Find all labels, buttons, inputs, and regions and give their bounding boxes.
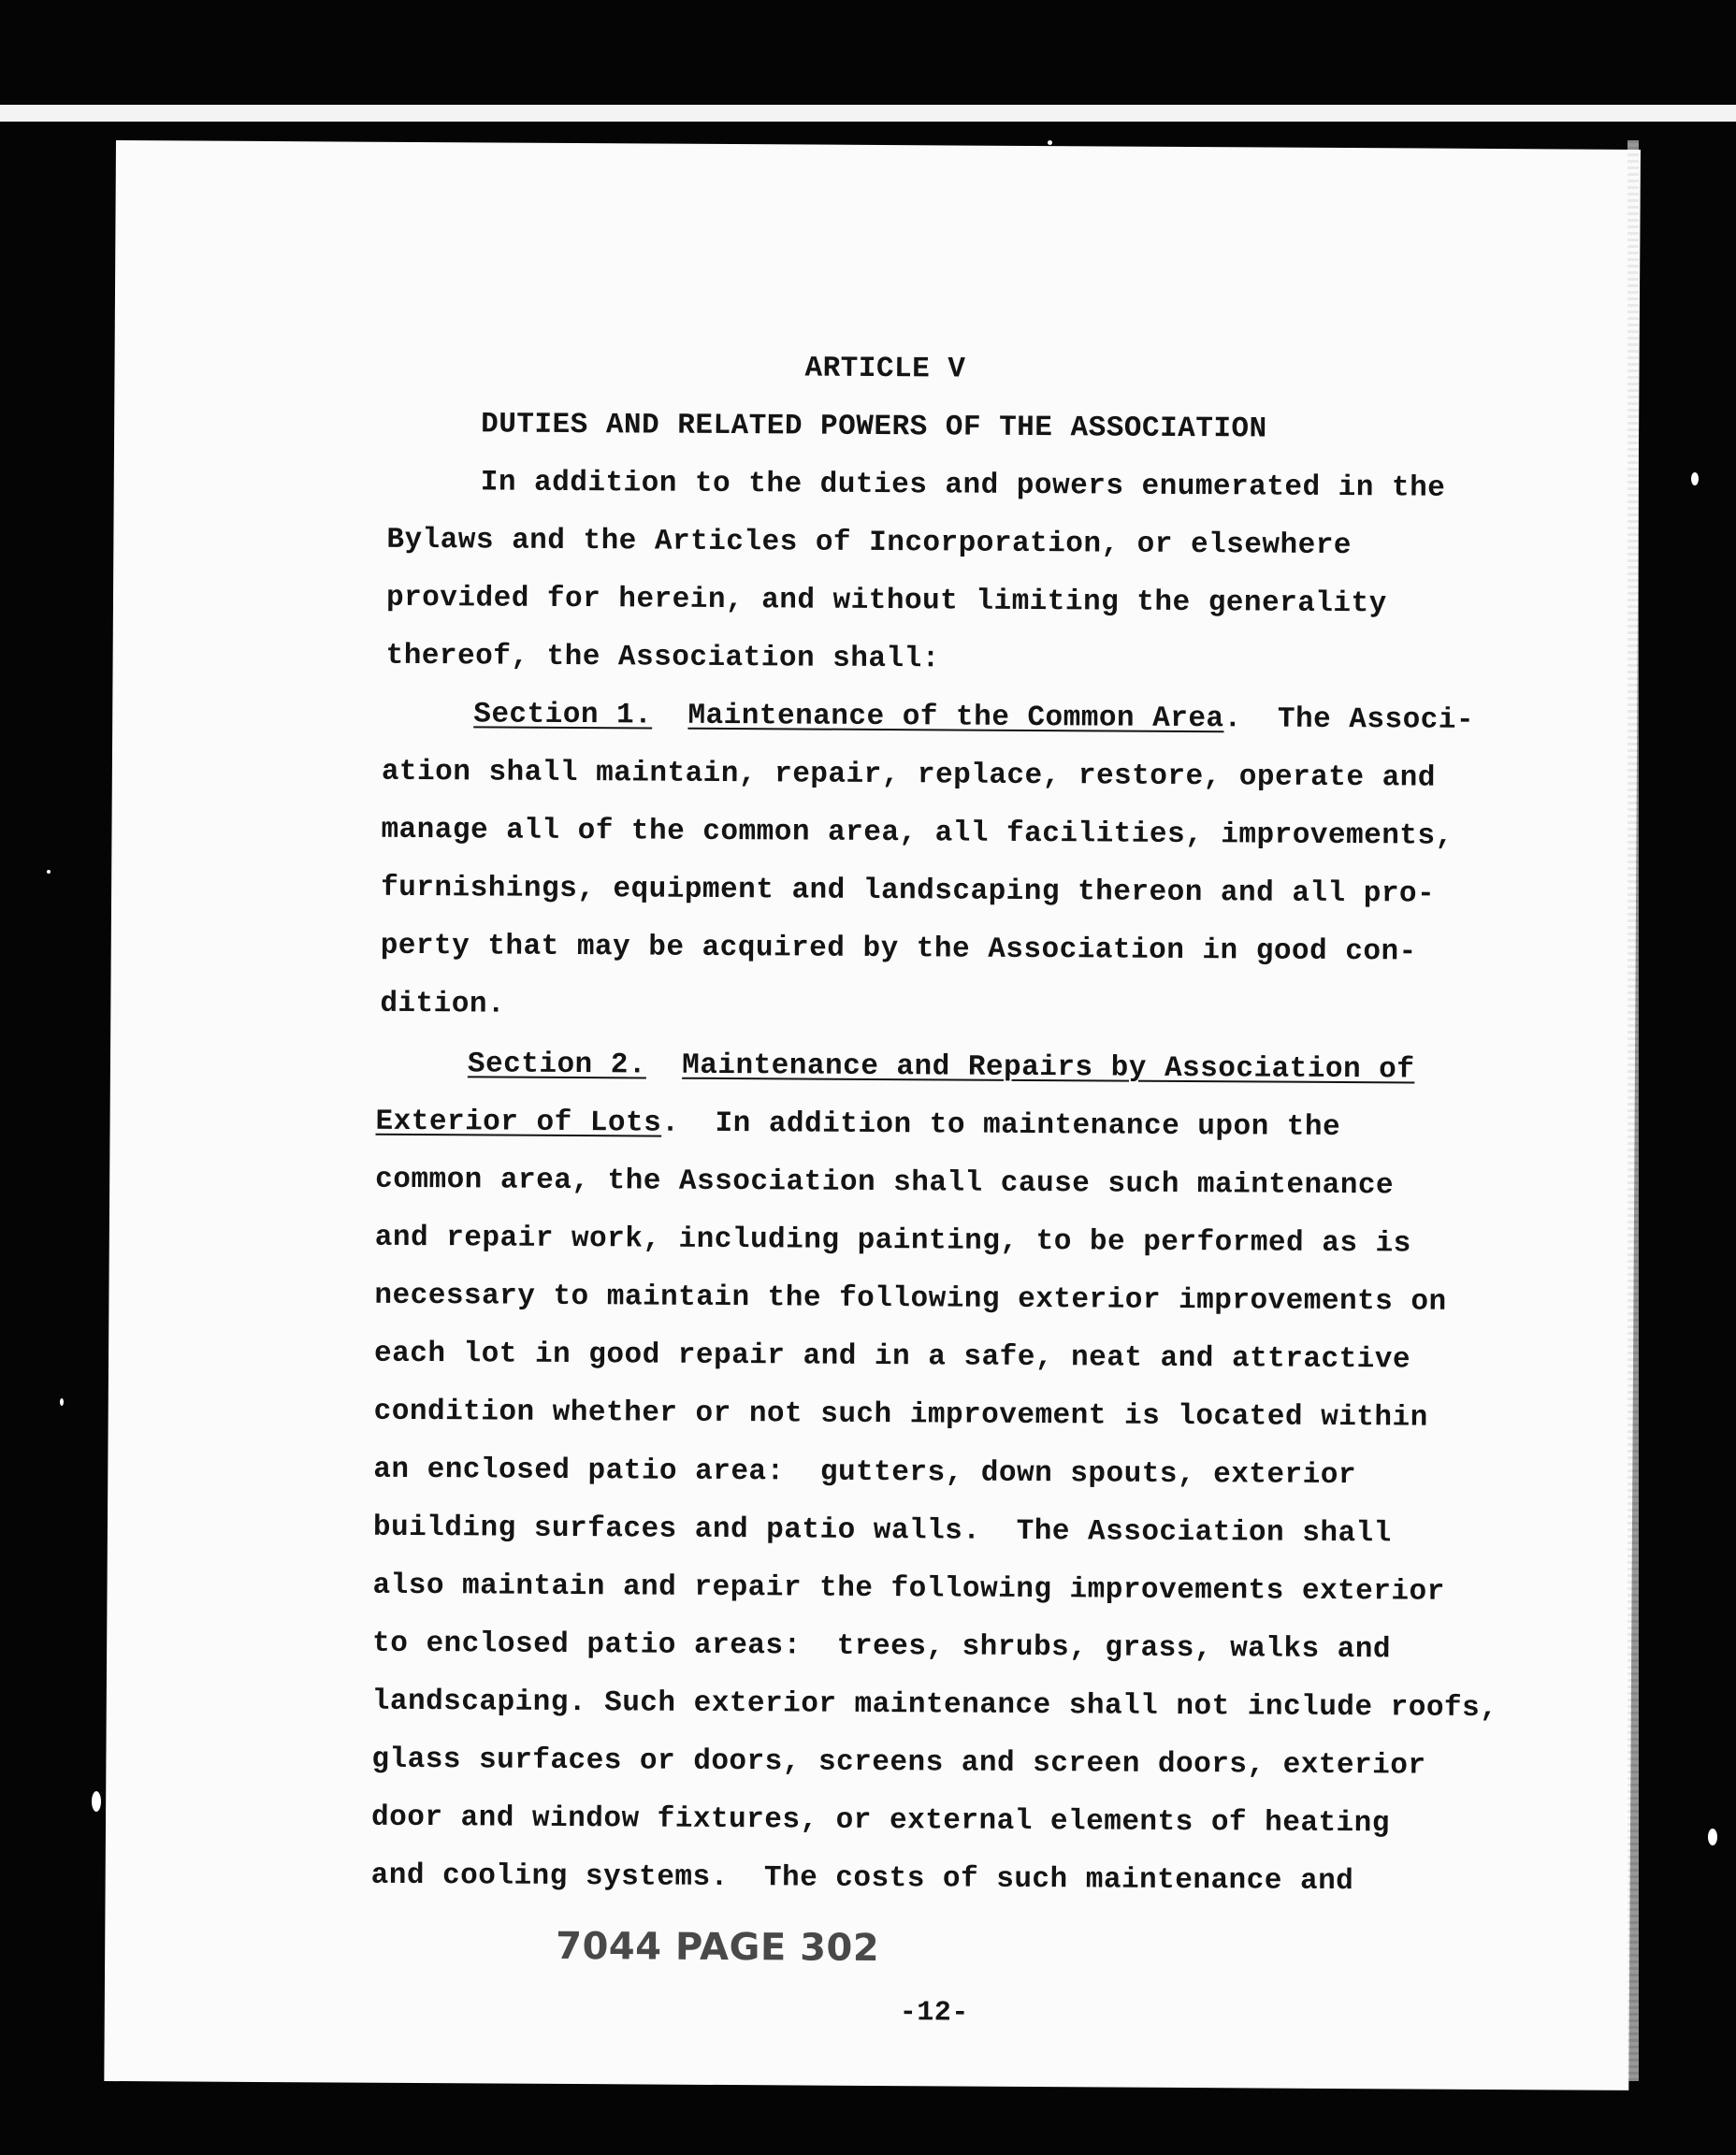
section1-line: perty that may be acquired by the Association in good con- xyxy=(380,929,1417,969)
section2-line: each lot in good repair and in a safe, neat and attractive xyxy=(373,1337,1411,1377)
section2-line: condition whether or not such improvement is located within xyxy=(373,1395,1428,1435)
section1-first-tail: . The Associ- xyxy=(1223,702,1475,737)
article-title: DUTIES AND RELATED POWERS OF THE ASSOCIATION xyxy=(481,408,1267,446)
intro-line: In addition to the duties and powers enumerated in the xyxy=(480,466,1446,505)
section2-line: landscaping. Such exterior maintenance shall not include roofs, xyxy=(371,1685,1498,1726)
section2-heading-line1: Maintenance and Repairs by Association of xyxy=(682,1049,1415,1087)
section1-line: furnishings, equipment and landscaping thereon and all pro- xyxy=(381,871,1436,911)
intro-line: Bylaws and the Articles of Incorporation, or elsewhere xyxy=(386,523,1353,563)
section1-line: ation shall maintain, repair, replace, restore, operate and xyxy=(381,755,1437,795)
intro-line: thereof, the Association shall: xyxy=(385,639,940,676)
scan-speck xyxy=(60,1398,64,1406)
section2-line: building surfaces and patio walls. The Association shall xyxy=(372,1511,1392,1551)
section2-line: necessary to maintain the following exterior improvements on xyxy=(374,1279,1447,1319)
scan-speck xyxy=(92,1791,101,1812)
section2-line: door and window fixtures, or external elements of heating xyxy=(370,1801,1391,1841)
section2-line: to enclosed patio areas: trees, shrubs, grass, walks and xyxy=(372,1627,1392,1667)
document-page xyxy=(104,140,1641,2090)
section2-line: glass surfaces or doors, screens and screen doors, exterior xyxy=(371,1743,1426,1783)
article-number: ARTICLE V xyxy=(804,352,966,386)
scan-speck xyxy=(1048,140,1052,145)
section1-line: manage all of the common area, all facilities, improvements, xyxy=(381,813,1454,853)
scan-top-edge xyxy=(0,105,1736,122)
section1-first-line xyxy=(473,696,1474,740)
section2-line: also maintain and repair the following improvements exterior xyxy=(372,1569,1445,1609)
scan-edge-noise xyxy=(1628,140,1639,2081)
section2-line: an enclosed patio area: gutters, down spouts, exterior xyxy=(373,1453,1357,1493)
section2-line: common area, the Association shall cause such maintenance xyxy=(375,1163,1395,1203)
section1-line: dition. xyxy=(380,987,506,1021)
section2-second-tail: . In addition to maintenance upon the xyxy=(661,1106,1341,1145)
section2-first-line xyxy=(468,1046,1415,1089)
scan-speck xyxy=(47,870,51,874)
scan-speck xyxy=(1691,472,1699,485)
section2-second-line xyxy=(375,1104,1340,1147)
page-content xyxy=(104,140,1641,2090)
section2-line: and repair work, including painting, to be performed as is xyxy=(374,1221,1411,1261)
page-number: -12- xyxy=(899,1997,969,2030)
recording-stamp: 7044 PAGE 302 xyxy=(556,1924,880,1971)
section2-line: and cooling systems. The costs of such maintenance and xyxy=(370,1859,1354,1899)
section2-heading-line2: Exterior of Lots xyxy=(375,1105,662,1140)
section1-label: Section 1. xyxy=(473,698,653,732)
scan-speck xyxy=(1708,1829,1717,1845)
section1-heading: Maintenance of the Common Area xyxy=(687,699,1224,736)
intro-line: provided for herein, and without limiting the generality xyxy=(385,581,1387,621)
section2-label: Section 2. xyxy=(467,1048,647,1082)
